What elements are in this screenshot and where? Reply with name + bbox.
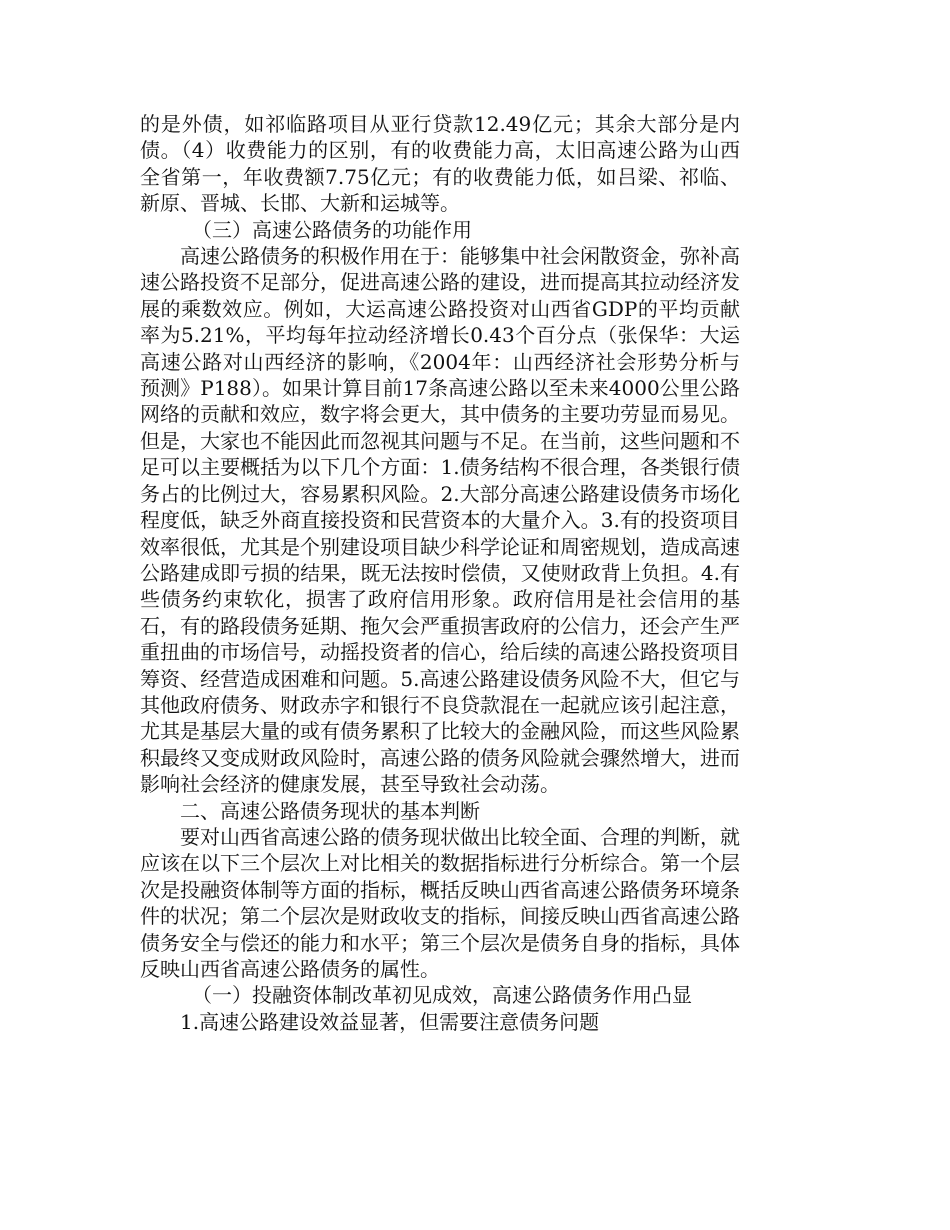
paragraph-continued: 的是外债，如祁临路项目从亚行贷款12.49亿元；其余大部分是内债。（4）收费能力的区别，有的收费能力高，太旧高速公路为山西全省第一，年收费额7.75亿元；有的收费能力低，如吕梁、祁临、新原、晋城、长邯、大新和运城等。 bbox=[140, 112, 740, 216]
paragraph-function-body: 高速公路债务的积极作用在于：能够集中社会闲散资金，弥补高速公路投资不足部分，促进高速公路的建设，进而提高其拉动经济发展的乘数效应。例如，大运高速公路投资对山西省GDP的平均贡献率为5.21%，平均每年拉动经济增长0.43个百分点（张保华：大运高速公路对山西经济的影响，《2004年：山西经济社会形势分析与预测》P188）。如果计算目前17条高速公路以至未来4000公里公路网络的贡献和效应，数字将会更大，其中债务的主要功劳显而易见。但是，大家也不能因此而忽视其问题与不足。在当前，这些问题和不足可以主要概括为以下几个方面：1.债务结构不很合理，各类银行债务占的比例过大，容易累积风险。2.大部分高速公路建设债务市场化程度低，缺乏外商直接投资和民营资本的大量介入。3.有的投资项目效率很低，尤其是个别建设项目缺少科学论证和周密规划，造成高速公路建成即亏损的结果，既无法按时偿债，又使财政背上负担。4.有些债务约束软化，损害了政府信用形象。政府信用是社会信用的基石，有的路段债务延期、拖欠会严重损害政府的公信力，还会产生严重扭曲的市场信号，动摇投资者的信心，给后续的高速公路投资项目筹资、经营造成困难和问题。5.高速公路建设债务风险不大，但它与其他政府债务、财政赤字和银行不良贷款混在一起就应该引起注意，尤其是基层大量的或有债务累积了比较大的金融风险，而这些风险累积最终又变成财政风险时，高速公路的债务风险就会骤然增大，进而影响社会经济的健康发展，甚至导致社会动荡。 bbox=[140, 244, 740, 797]
document-body bbox=[140, 111, 740, 1035]
section-heading-investment-reform: （一）投融资体制改革初见成效，高速公路债务作用凸显 bbox=[192, 983, 692, 1008]
section-heading-basic-judgment: 二、高速公路债务现状的基本判断 bbox=[180, 798, 480, 823]
paragraph-judgment-body: 要对山西省高速公路的债务现状做出比较全面、合理的判断，就应该在以下三个层次上对比相关的数据指标进行分析综合。第一个层次是投融资体制等方面的指标，概括反映山西省高速公路债务环境条件的状况；第二个层次是财政收支的指标，间接反映山西省高速公路债务安全与偿还的能力和水平；第三个层次是债务自身的指标，具体反映山西省高速公路债务的属性。 bbox=[140, 824, 740, 981]
subsection-heading-efficiency: 1.高速公路建设效益显著，但需要注意债务问题 bbox=[180, 1009, 600, 1034]
section-heading-function: （三）高速公路债务的功能作用 bbox=[192, 217, 472, 242]
